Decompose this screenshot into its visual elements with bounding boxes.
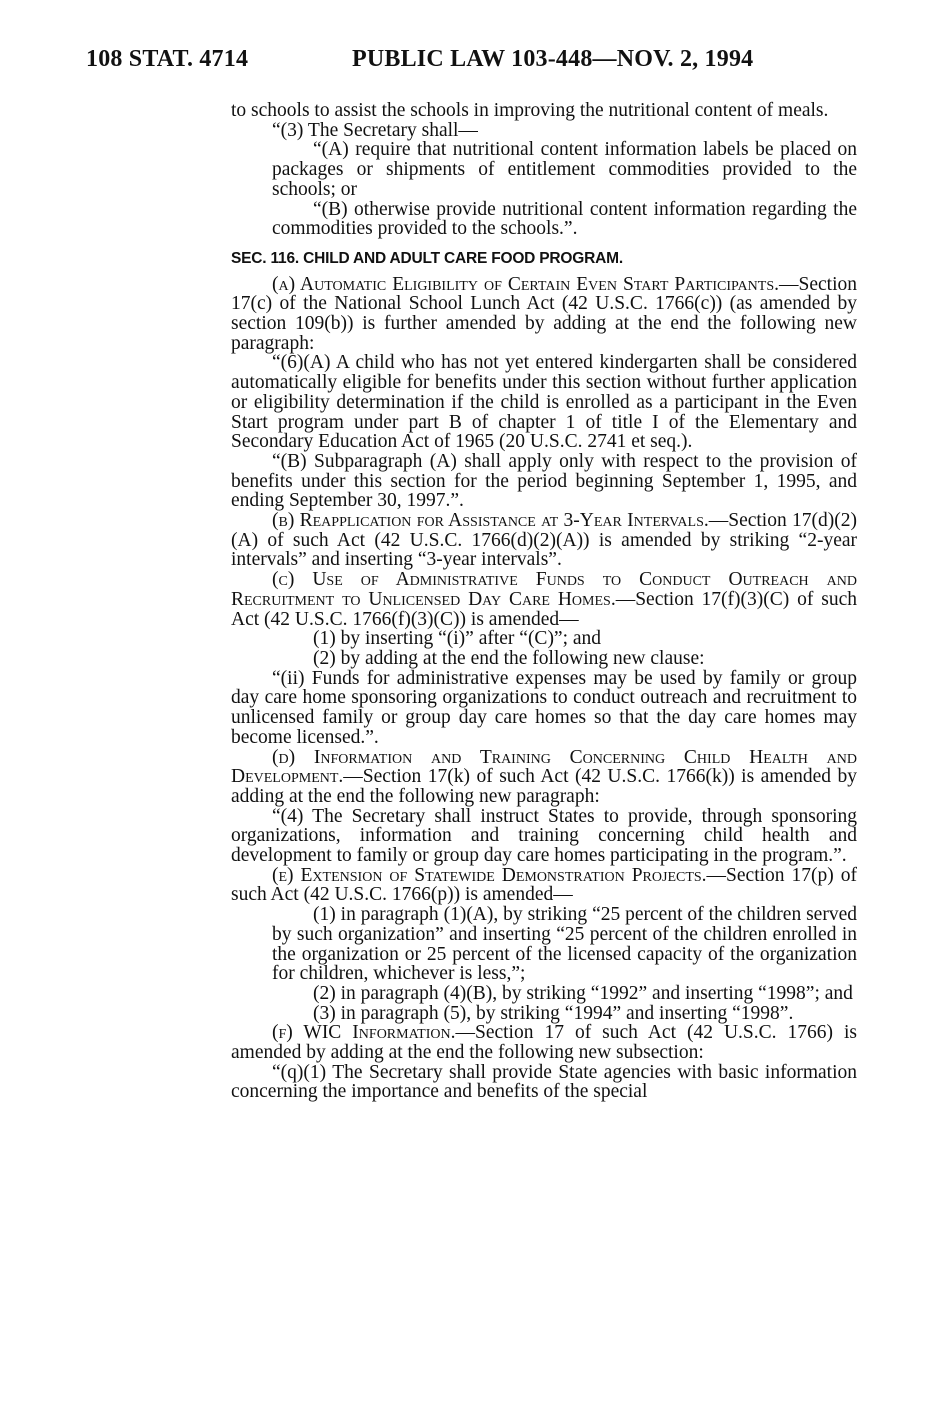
paragraph-q1: “(q)(1) The Secretary shall provide State agencies with basic information concerning the importance and benefits of the special	[231, 1061, 857, 1103]
subparagraph-a: “(A) require that nutritional content information labels be placed on packages or shipments of entitlement commodities provided to the schools; or	[272, 139, 857, 200]
subsection-heading: (f) WIC Information.	[272, 1022, 456, 1044]
paragraph-3: “(3) The Secretary shall—	[272, 119, 478, 141]
paragraph-continuation: to schools to assist the schools in improving the nutritional content of meals.	[231, 100, 829, 121]
public-law-title: PUBLIC LAW 103-448—NOV. 2, 1994	[352, 46, 754, 72]
subsection-b: (b) Reapplication for Assistance at 3-Year Intervals.—Section 17(d)(2)(A) of such Act (42 U.S.C. 1766(d)(2)(A)) is amended by striking “2-year intervals” and inserting “3-year intervals”.	[231, 510, 858, 571]
section-heading: SEC. 116. CHILD AND ADULT CARE FOOD PROGRAM.	[231, 249, 623, 267]
subsection-f: (f) WIC Information.—Section 17 of such Act (42 U.S.C. 1766) is amended by adding at the end the following new subsection:	[231, 1022, 858, 1064]
paragraph-4: “(4) The Secretary shall instruct States to provide, through sponsoring organizations, information and training concerning child health and development to family or group day care homes participating in the program.”.	[231, 805, 857, 867]
statute-page-number: 108 STAT. 4714	[86, 46, 249, 72]
list-item: (2) by adding at the end the following new clause:	[313, 647, 705, 669]
paragraph-6a: “(6)(A) A child who has not yet entered kindergarten shall be considered automatically eligible for benefits under this section without further application or eligibility determination if the child is enrolled as a participant in the Even Start program under part B of chapter 1 of title I of the Elementary and Secondary Education Act of 1965 (20 U.S.C. 2741 et seq.).	[231, 352, 857, 453]
list-item: (3) in paragraph (5), by striking “1994” and inserting “1998”.	[313, 1002, 794, 1024]
clause-ii: “(ii) Funds for administrative expenses may be used by family or group day care home sponsoring organizations to conduct outreach and recruitment to unlicensed family or group day care homes so that the day care homes may become licensed.”.	[231, 667, 857, 748]
body-text	[231, 101, 857, 1102]
subparagraph-b: “(B) otherwise provide nutritional content information regarding the commodities provided to the schools.”.	[272, 198, 857, 240]
subsection-a: (a) Automatic Eligibility of Certain Even Start Participants.—Section 17(c) of the National School Lunch Act (42 U.S.C. 1766(c)) (as amended by section 109(b)) is further amended by adding at the end the following new paragraph:	[231, 273, 857, 354]
subsection-heading: (b) Reapplication for Assistance at 3-Year Intervals.	[272, 510, 709, 532]
subsection-e: (e) Extension of Statewide Demonstration Projects.—Section 17(p) of such Act (42 U.S.C. 1766(p)) is amended—	[231, 864, 857, 906]
list-item: (1) by inserting “(i)” after “(C)”; and	[313, 628, 602, 650]
subsection-heading: (c) Use of Administrative Funds to Conduct Outreach and Recruitment to Unlicensed Day Care Homes.	[231, 569, 857, 610]
subsection-heading: (d) Information and Training Concerning Child Health and Development.	[231, 746, 857, 788]
subsection-c: (c) Use of Administrative Funds to Conduct Outreach and Recruitment to Unlicensed Day Care Homes.—Section 17(f)(3)(C) of such Act (42 U.S.C. 1766(f)(3)(C)) is amended—	[231, 569, 857, 630]
subsection-d: (d) Information and Training Concerning Child Health and Development.—Section 17(k) of such Act (42 U.S.C. 1766(k)) is amended by adding at the end the following new paragraph:	[231, 746, 857, 807]
running-header	[86, 46, 876, 86]
paragraph-6b: “(B) Subparagraph (A) shall apply only with respect to the provision of benefits under this section for the period beginning September 1, 1995, and ending September 30, 1997.”.	[231, 450, 857, 512]
subsection-heading: (e) Extension of Statewide Demonstration Projects.	[272, 864, 707, 886]
subsection-heading: (a) Automatic Eligibility of Certain Even Start Participants.	[272, 273, 779, 295]
list-item: (2) in paragraph (4)(B), by striking “1992” and inserting “1998”; and	[313, 982, 853, 1004]
list-item: (1) in paragraph (1)(A), by striking “25 percent of the children served by such organization” and inserting “25 percent of the children enrolled in the organization or 25 percent of the licensed capacity of the organization for children, whichever is less,”;	[272, 904, 857, 985]
